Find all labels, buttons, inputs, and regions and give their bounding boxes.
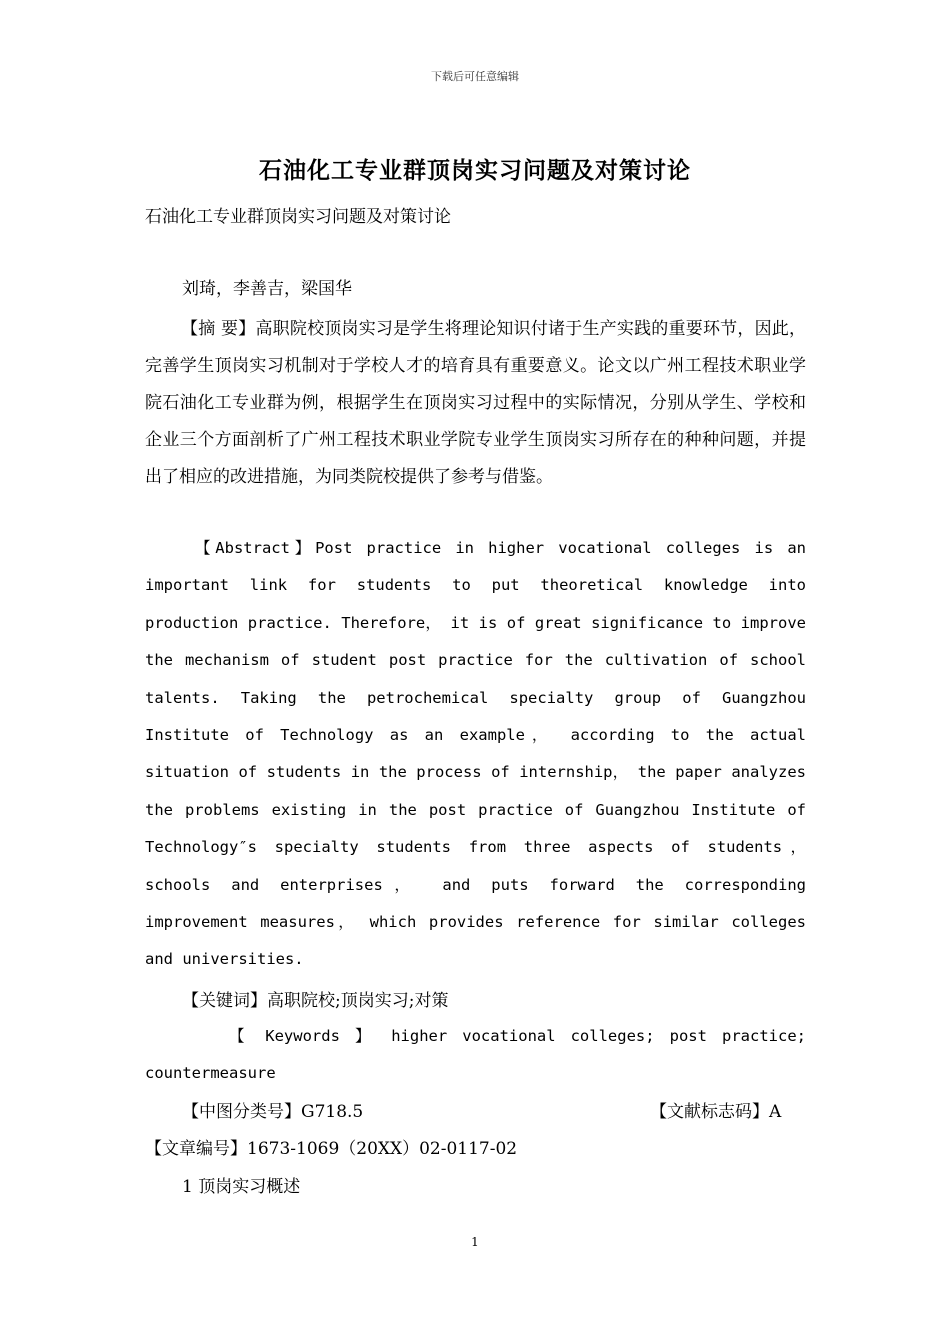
authors: 刘琦，李善吉，梁国华 (182, 279, 352, 299)
abstract-english: 【Abstract】Post practice in higher vocational colleges is an important link for students to put theoretical knowledge into production practice. Therefore， it is of great significance to improve the mechanism of student post practice for the cultivation of school talents. Taking the petrochemical specialty group of Guangzhou Institute of Technology as an example， according to the actual situation of students in the process of internship， the paper analyzes the problems existing in the post practice of Guangzhou Institute of Technology″s specialty students from three aspects of students， schools and enterprises， and puts forward the corresponding improvement measures， which provides reference for similar colleges and universities. (145, 539, 806, 969)
document-code: 【文献标志码】A (650, 1102, 782, 1122)
document-title: 石油化工专业群顶岗实习问题及对策讨论 (259, 157, 691, 184)
keywords-english: 【 Keywords 】 higher vocational colleges; post practice; countermeasure (145, 1027, 806, 1082)
subtitle: 石油化工专业群顶岗实习问题及对策讨论 (145, 207, 451, 227)
keywords-chinese: 【关键词】高职院校;顶岗实习;对策 (182, 991, 449, 1011)
header-note: 下载后可任意编辑 (431, 70, 519, 83)
page-number: 1 (471, 1235, 479, 1249)
section-heading: 1 顶岗实习概述 (182, 1177, 301, 1197)
clc-number: 【中图分类号】G718.5 (182, 1102, 364, 1122)
article-number: 【文章编号】1673-1069（20XX）02-0117-02 (145, 1139, 518, 1159)
abstract-chinese: 【摘 要】高职院校顶岗实习是学生将理论知识付诸于生产实践的重要环节，因此，完善学生顶岗实习机制对于学校人才的培育具有重要意义。论文以广州工程技术职业学院石油化工专业群为例，根据学生在顶岗实习过程中的实际情况，分别从学生、学校和企业三个方面剖析了广州工程技术职业学院专业学生顶岗实习所存在的种种问题，并提出了相应的改进措施，为同类院校提供了参考与借鉴。 (145, 319, 806, 487)
